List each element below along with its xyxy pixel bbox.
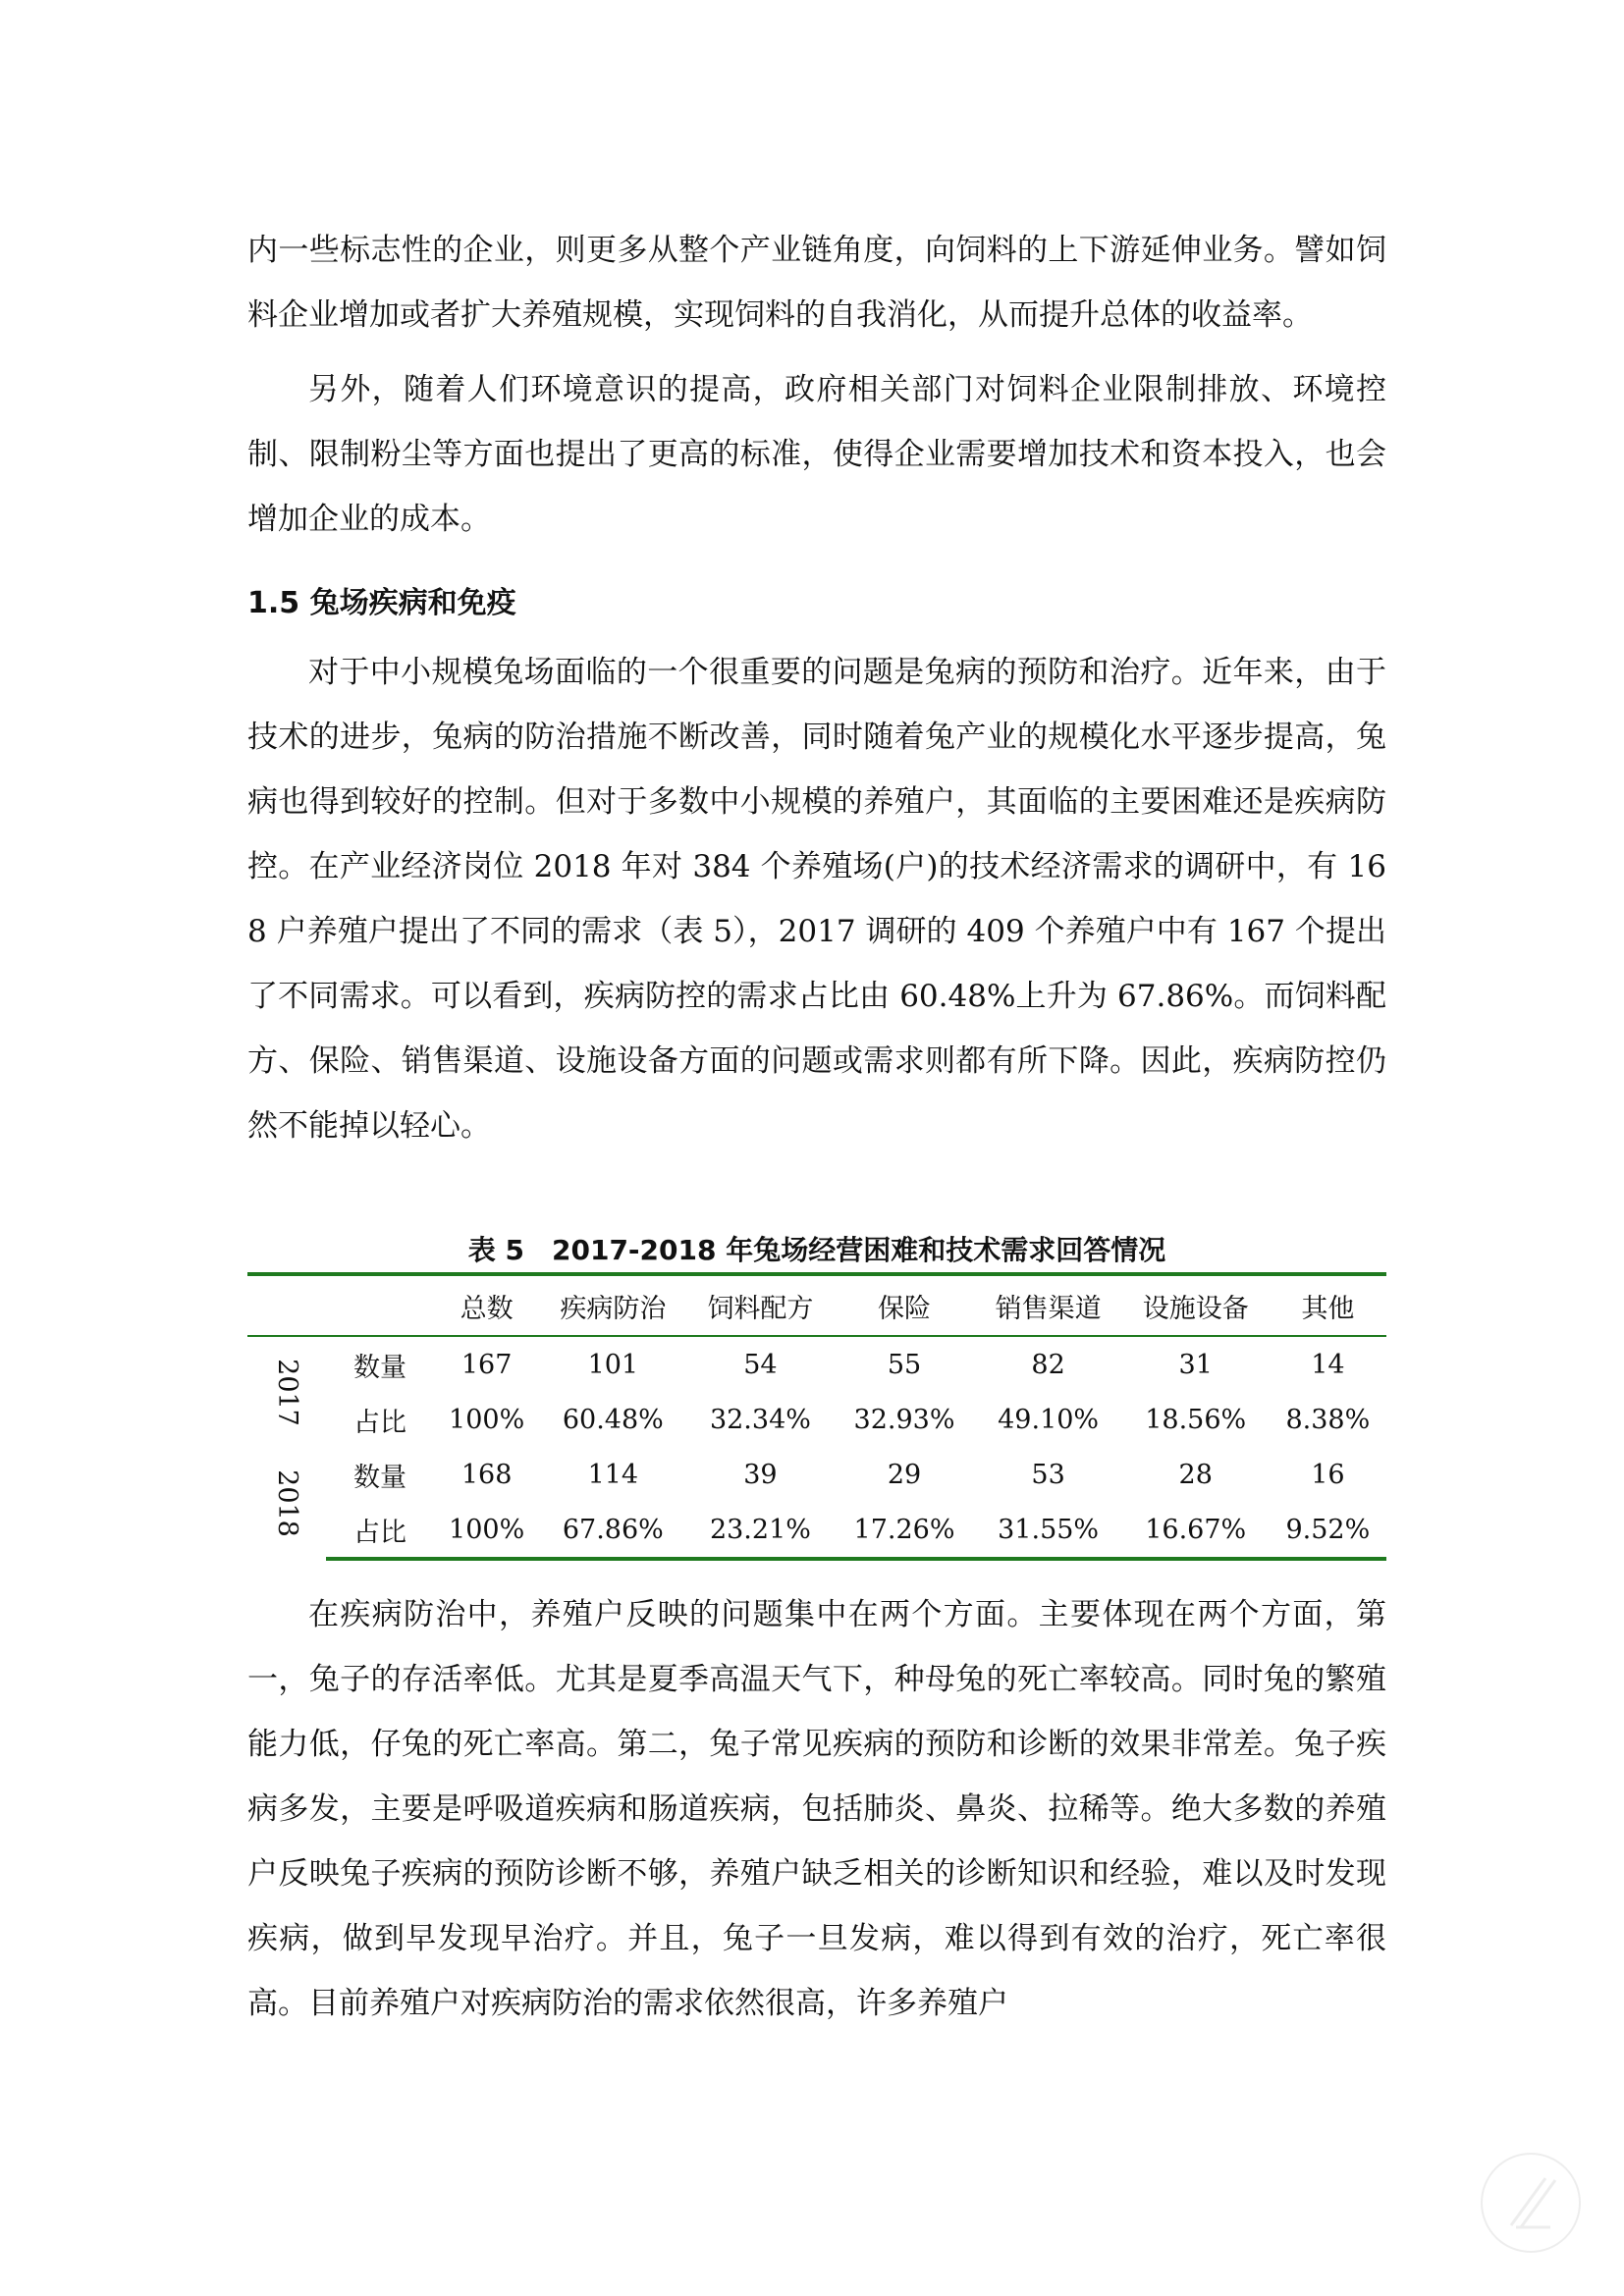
table-caption: 表 5 2017-2018 年兔场经营困难和技术需求回答情况 — [467, 1234, 1166, 1266]
header-total: 总数 — [434, 1274, 539, 1336]
year-cell-2018: 2018 — [271, 1468, 302, 1537]
table-cell: 101 — [587, 1349, 639, 1380]
table-cell: 54 — [743, 1349, 778, 1380]
table-cell: 49.10% — [998, 1404, 1100, 1435]
page-content — [247, 218, 1386, 2036]
paragraph-disease: 对于中小规模兔场面临的一个很重要的问题是兔病的预防和治疗。近年来，由于技术的进步，兔病的防治措施不断改善，同时随着兔产业的规模化水平逐步提高，兔病也得到较好的控制。但对于多数中小规模的养殖户，其面临的主要困难还是疾病防控。在产业经济岗位 2018 年对 384 个养殖场(户)的技术经济需求的调研中，有 168 户养殖户提出了不同的需求（表 5），2017 调研的 409 个养殖户中有 167 个提出了不同需求。可以看到，疾病防控的需求占比由 60.48%上升为 67.86%。而饲料配方、保险、销售渠道、设施设备方面的问题或需求则都有所下降。因此，疾病防控仍然不能掉以轻心。 — [247, 655, 1386, 1144]
table-cell: 82 — [1031, 1349, 1065, 1380]
table-cell: 60.48% — [562, 1404, 664, 1435]
publisher-logo-icon — [1477, 2149, 1585, 2257]
table-row — [247, 1336, 1386, 1392]
table-cell: 32.93% — [853, 1404, 955, 1435]
section-heading: 1.5 兔场疾病和免疫 — [247, 586, 516, 620]
table-cell: 14 — [1311, 1349, 1345, 1380]
table-cell: 16 — [1311, 1459, 1345, 1490]
table-cell: 67.86% — [539, 1502, 686, 1559]
table-cell: 16.67% — [1122, 1502, 1270, 1559]
table-cell: 167 — [460, 1349, 513, 1380]
row-label: 数量 — [353, 1352, 406, 1383]
header-year — [247, 1274, 326, 1336]
header-feed: 饲料配方 — [686, 1274, 834, 1336]
header-sales: 销售渠道 — [975, 1274, 1122, 1336]
table-cell: 114 — [587, 1459, 639, 1490]
table-cell: 23.21% — [686, 1502, 834, 1559]
table-cell: 53 — [1031, 1459, 1065, 1490]
table-cell: 100% — [449, 1404, 525, 1435]
demand-table — [247, 1272, 1386, 1561]
paragraph-continued: 内一些标志性的企业，则更多从整个产业链角度，向饲料的上下游延伸业务。譬如饲料企业增加或者扩大养殖规模，实现饲料的自我消化，从而提升总体的收益率。 — [247, 233, 1386, 333]
table-cell: 100% — [434, 1502, 539, 1559]
table-cell: 55 — [887, 1349, 922, 1380]
table-cell: 17.26% — [834, 1502, 974, 1559]
table-header-row — [247, 1274, 1386, 1336]
table-row — [247, 1447, 1386, 1502]
header-facilities: 设施设备 — [1122, 1274, 1270, 1336]
table-cell: 28 — [1178, 1459, 1213, 1490]
table-cell: 8.38% — [1285, 1404, 1371, 1435]
table-cell: 168 — [460, 1459, 513, 1490]
table-cell: 32.34% — [709, 1404, 811, 1435]
table-row — [247, 1392, 1386, 1447]
table-cell: 9.52% — [1270, 1502, 1386, 1559]
header-disease: 疾病防治 — [539, 1274, 686, 1336]
header-other: 其他 — [1270, 1274, 1386, 1336]
paragraph-environment: 另外，随着人们环境意识的提高，政府相关部门对饲料企业限制排放、环境控制、限制粉尘等方面也提出了更高的标准，使得企业需要增加技术和资本投入，也会增加企业的成本。 — [247, 372, 1386, 537]
table-cell: 31.55% — [975, 1502, 1122, 1559]
row-label: 占比 — [353, 1407, 406, 1438]
year-cell-2017: 2017 — [271, 1358, 302, 1426]
table-block — [247, 1233, 1386, 1561]
table-row — [247, 1502, 1386, 1559]
row-label: 占比 — [326, 1502, 434, 1559]
table-cell: 29 — [887, 1459, 922, 1490]
header-insurance: 保险 — [834, 1274, 974, 1336]
paragraph-disease-control: 在疾病防治中，养殖户反映的问题集中在两个方面。主要体现在两个方面，第一，兔子的存活率低。尤其是夏季高温天气下，种母兔的死亡率较高。同时兔的繁殖能力低，仔兔的死亡率高。第二，兔子常见疾病的预防和诊断的效果非常差。兔子疾病多发，主要是呼吸道疾病和肠道疾病，包括肺炎、鼻炎、拉稀等。绝大多数的养殖户反映兔子疾病的预防诊断不够，养殖户缺乏相关的诊断知识和经验，难以及时发现疾病，做到早发现早治疗。并且，兔子一旦发病，难以得到有效的治疗，死亡率很高。目前养殖户对疾病防治的需求依然很高，许多养殖户 — [247, 1597, 1386, 2021]
table-cell: 39 — [743, 1459, 778, 1490]
table-cell: 31 — [1178, 1349, 1213, 1380]
row-label: 数量 — [353, 1462, 406, 1493]
table-cell: 18.56% — [1145, 1404, 1247, 1435]
header-metric — [326, 1274, 434, 1336]
